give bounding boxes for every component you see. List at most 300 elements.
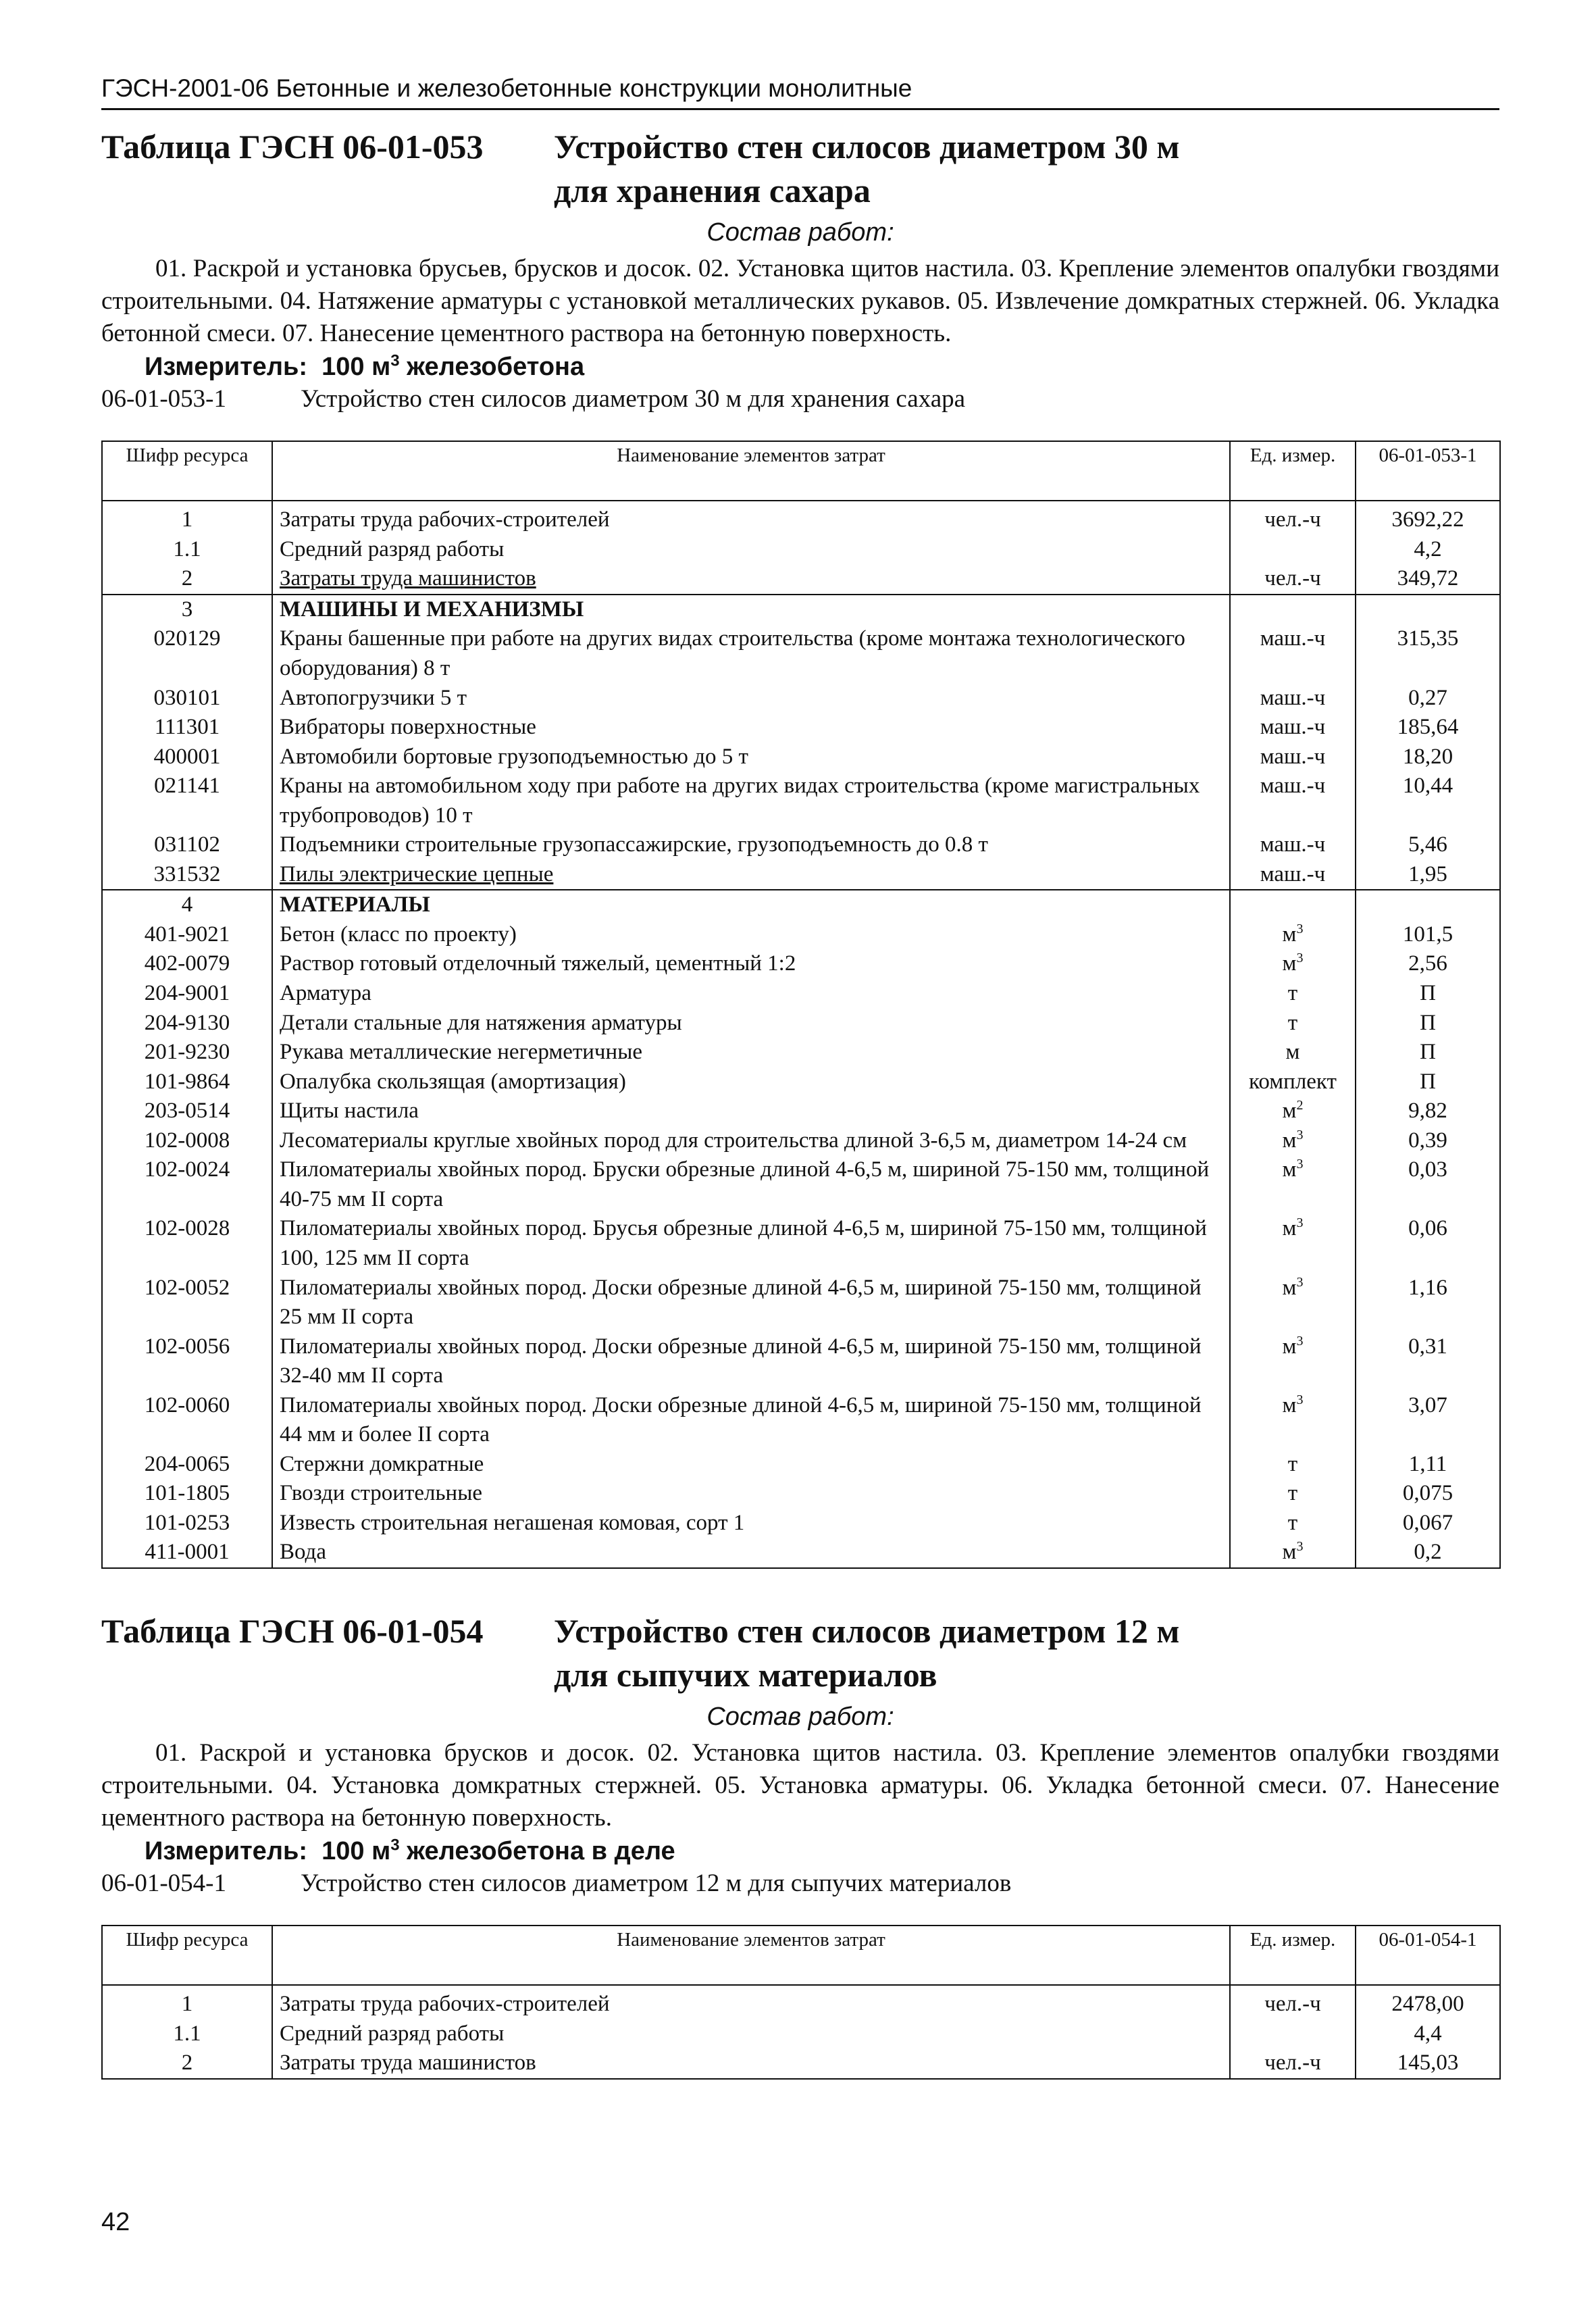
cell-code: [102, 684, 272, 713]
table-code: Таблица ГЭСН 06-01-054: [101, 1611, 484, 1650]
unit-exponent: 3: [1296, 1392, 1304, 1407]
table-section-2: [101, 1609, 1499, 2080]
cell-name-text: Лесоматериалы круглые хвойных пород для строительства длиной 3-6,5 м, диаметром 14-24 см: [280, 1128, 1187, 1153]
cell-name: [272, 564, 1230, 595]
cell-code: [102, 535, 272, 565]
cell-name: [272, 535, 1230, 565]
table-row: [102, 501, 1500, 535]
cell-unit-text: маш.-ч: [1260, 832, 1326, 857]
cell-unit-text: комплект: [1249, 1069, 1337, 1094]
cell-value: [1356, 1985, 1500, 2019]
cell-value-text: П: [1420, 1010, 1436, 1035]
cell-code: [102, 860, 272, 890]
cell-value: [1356, 1274, 1500, 1332]
cell-value-text: 18,20: [1402, 744, 1453, 769]
cell-code-text: 1.1: [173, 536, 201, 561]
cell-name: [272, 1450, 1230, 1480]
table-header-row: [102, 441, 1500, 501]
cell-name: [272, 830, 1230, 860]
cell-value-text: 4,4: [1414, 2021, 1442, 2046]
cell-code-text: 030101: [153, 685, 221, 710]
cell-name-text: Детали стальные для натяжения арматуры: [280, 1010, 682, 1035]
cell-code: [102, 1509, 272, 1538]
cell-value: [1356, 1450, 1500, 1480]
table-row: [102, 595, 1500, 625]
cell-value-text: 0,06: [1408, 1216, 1447, 1241]
cell-name-text: Арматура: [280, 981, 371, 1006]
cell-code: [102, 1538, 272, 1568]
works-text: 01. Раскрой и установка брусьев, брусков и досок. 02. Установка щитов настила. 03. Крепление элементов опалубки гвоздями строительными. 04. Натяжение арматуры с установкой металлических рукавов. 05. Извлечение домкратных стержней. 06. Укладка бетонной смеси. 07. Нанесение цементного раствора на бетонную поверхность.: [101, 255, 1499, 348]
cell-value: [1356, 949, 1500, 979]
cell-value-text: П: [1420, 1069, 1436, 1094]
cell-code: [102, 1450, 272, 1480]
cell-value-text: 1,16: [1408, 1275, 1447, 1300]
cell-name-text: Раствор готовый отделочный тяжелый, цементный 1:2: [280, 951, 796, 976]
cell-name: [272, 860, 1230, 890]
table-row: [102, 1038, 1500, 1067]
measure-unit: железобетона в деле: [407, 1837, 675, 1866]
cell-value: [1356, 1126, 1500, 1156]
cell-name-text: Пиломатериалы хвойных пород. Брусья обрезные длиной 4-6,5 м, шириной 75-150 мм, толщиной 100, 125 мм II сорта: [280, 1216, 1207, 1270]
cell-value-text: 0,075: [1402, 1481, 1453, 1506]
table-row: [102, 1985, 1500, 2019]
cell-code-text: 031102: [154, 832, 220, 857]
table-row: [102, 1332, 1500, 1391]
norm-table: [101, 1925, 1501, 2080]
cell-value-text: 2,56: [1408, 951, 1447, 976]
cell-value-text: П: [1420, 981, 1436, 1006]
cell-code-text: 102-0056: [144, 1334, 230, 1359]
cell-name-text: Подъемники строительные грузопассажирские, грузоподъемность до 0.8 т: [280, 832, 988, 857]
unit-exponent: 3: [1296, 1215, 1304, 1231]
cell-unit-text: м: [1282, 951, 1297, 976]
cell-unit: [1230, 830, 1356, 860]
cell-value: [1356, 624, 1500, 683]
measure-label: Измеритель:: [145, 353, 307, 382]
cell-value: [1356, 1391, 1500, 1450]
cell-code: [102, 1097, 272, 1126]
cell-name: [272, 1985, 1230, 2019]
subtable-code: 06-01-053-1: [101, 385, 226, 413]
cell-value-text: 2478,00: [1391, 1992, 1464, 2017]
cell-unit: [1230, 743, 1356, 772]
cell-code-text: 204-0065: [144, 1451, 230, 1476]
cell-name-text: Пиломатериалы хвойных пород. Бруски обрезные длиной 4-6,5 м, шириной 75-150 мм, толщиной 40-75 мм II сорта: [280, 1157, 1210, 1211]
norm-table: [101, 441, 1501, 1569]
cell-unit: [1230, 564, 1356, 595]
table-row: [102, 1479, 1500, 1509]
cell-code: [102, 1038, 272, 1067]
cell-code: [102, 743, 272, 772]
cell-value: [1356, 713, 1500, 743]
cell-value-text: 0,067: [1402, 1510, 1453, 1535]
cell-value: [1356, 595, 1500, 625]
cell-unit-text: маш.-ч: [1260, 861, 1326, 886]
cell-name-text: Бетон (класс по проекту): [280, 922, 517, 947]
cell-code-text: 201-9230: [144, 1040, 230, 1065]
measure-unit: железобетона: [407, 353, 585, 382]
cell-name: [272, 1479, 1230, 1509]
cell-name: [272, 949, 1230, 979]
cell-unit-text: м: [1282, 1540, 1297, 1565]
cell-name: [272, 684, 1230, 713]
cell-unit: [1230, 1479, 1356, 1509]
cell-unit: [1230, 1274, 1356, 1332]
works-heading: Состав работ:: [706, 218, 894, 247]
table-row: [102, 1214, 1500, 1273]
cell-code: [102, 1009, 272, 1038]
cell-code-text: 101-9864: [144, 1069, 230, 1094]
cell-value-text: 315,35: [1397, 626, 1459, 651]
cell-name: [272, 1391, 1230, 1450]
cell-value: [1356, 2048, 1500, 2079]
cell-unit: [1230, 1538, 1356, 1568]
cell-code: [102, 501, 272, 535]
cell-unit-text: м: [1282, 1128, 1297, 1153]
table-name-line2: для хранения сахара: [554, 172, 871, 209]
table-title: [101, 125, 1499, 213]
cell-code-text: 411-0001: [145, 1540, 230, 1565]
cell-unit: [1230, 2019, 1356, 2049]
cell-value: [1356, 2019, 1500, 2049]
cell-name: [272, 890, 1230, 920]
cell-unit-text: м: [1285, 1040, 1300, 1065]
table-name-line1: Устройство стен силосов диаметром 30 м: [554, 128, 1180, 166]
cell-value: [1356, 501, 1500, 535]
cell-unit-text: маш.-ч: [1260, 685, 1326, 710]
cell-code-text: 402-0079: [144, 951, 230, 976]
cell-unit: [1230, 1126, 1356, 1156]
cell-name-text: Затраты труда машинистов: [280, 2051, 536, 2076]
cell-name: [272, 1038, 1230, 1067]
cell-code-text: 1: [181, 507, 193, 532]
cell-code: [102, 1155, 272, 1214]
cell-unit: [1230, 1214, 1356, 1273]
cell-name-text: Пиломатериалы хвойных пород. Доски обрезные длиной 4-6,5 м, шириной 75-150 мм, толщиной 32-40 мм II сорта: [280, 1334, 1202, 1388]
running-header: ГЭСН-2001-06 Бетонные и железобетонные конструкции монолитные: [101, 74, 1499, 110]
cell-code-text: 2: [181, 566, 193, 591]
subtable-name: Устройство стен силосов диаметром 30 м для хранения сахара: [301, 385, 966, 413]
unit-exponent: 3: [1296, 1274, 1304, 1290]
cell-name-text: Затраты труда машинистов: [280, 566, 536, 591]
header-code: Шифр ресурса: [102, 441, 272, 501]
measure-line: [145, 1837, 1499, 1866]
cell-value-text: 5,46: [1408, 832, 1447, 857]
table-row: [102, 535, 1500, 565]
cell-code: [102, 979, 272, 1009]
cell-name: [272, 1097, 1230, 1126]
unit-exponent: 3: [1296, 1539, 1304, 1555]
cell-code-text: 1: [181, 1992, 193, 2017]
cell-name-text: Затраты труда рабочих-строителей: [280, 507, 610, 532]
cell-code: [102, 1067, 272, 1097]
cell-code-text: 204-9001: [144, 981, 230, 1006]
table-row: [102, 1450, 1500, 1480]
cell-value: [1356, 535, 1500, 565]
cell-code-text: 331532: [153, 861, 221, 886]
cell-code-text: 101-1805: [144, 1481, 230, 1506]
cell-unit: [1230, 979, 1356, 1009]
table-code: Таблица ГЭСН 06-01-053: [101, 128, 484, 166]
cell-code: [102, 830, 272, 860]
cell-value: [1356, 743, 1500, 772]
cell-name-text: Автомобили бортовые грузоподъемностью до 5 т: [280, 744, 748, 769]
cell-code: [102, 1214, 272, 1273]
subtable-caption: [101, 384, 1499, 413]
table-header-row: [102, 1926, 1500, 1985]
cell-value: [1356, 979, 1500, 1009]
table-name: [554, 125, 1179, 213]
cell-value: [1356, 772, 1500, 830]
table-row: [102, 564, 1500, 595]
cell-code: [102, 2019, 272, 2049]
cell-name-text: Краны башенные при работе на других видах строительства (кроме монтажа технологического оборудования) 8 т: [280, 626, 1185, 681]
cell-value: [1356, 1479, 1500, 1509]
table-row: [102, 713, 1500, 743]
cell-value: [1356, 830, 1500, 860]
cell-name-text: Автопогрузчики 5 т: [280, 685, 467, 710]
cell-name-text: Краны на автомобильном ходу при работе на других видах строительства (кроме магистральных трубопроводов) 10 т: [280, 774, 1200, 828]
cell-unit: [1230, 1097, 1356, 1126]
cell-unit: [1230, 1985, 1356, 2019]
cell-unit: [1230, 535, 1356, 565]
cell-unit-text: маш.-ч: [1260, 744, 1326, 769]
cell-unit-text: чел.-ч: [1264, 2051, 1321, 2076]
cell-code-text: 1.1: [173, 2021, 201, 2046]
table-row: [102, 2048, 1500, 2079]
cell-unit-text: м: [1282, 1275, 1297, 1300]
measure-value: 100 м: [321, 353, 391, 382]
cell-code-text: 020129: [153, 626, 221, 651]
cell-unit-text: чел.-ч: [1264, 1992, 1321, 2017]
unit-exponent: 3: [1296, 921, 1304, 936]
cell-value: [1356, 1332, 1500, 1391]
cell-name-text: Средний разряд работы: [280, 2021, 505, 2046]
page: [101, 74, 1499, 2080]
cell-unit-text: м: [1282, 1157, 1297, 1182]
cell-name-text: Известь строительная негашеная комовая, сорт 1: [280, 1510, 745, 1535]
unit-exponent: 3: [1296, 951, 1304, 966]
cell-name: [272, 1155, 1230, 1214]
cell-unit: [1230, 1450, 1356, 1480]
cell-name: [272, 772, 1230, 830]
cell-name: [272, 595, 1230, 625]
table-name: [554, 1609, 1179, 1697]
table-section-1: [101, 125, 1499, 1569]
cell-name-text: Вибраторы поверхностные: [280, 715, 536, 740]
works-text: 01. Раскрой и установка брусков и досок. 02. Установка щитов настила. 03. Крепление элементов опалубки гвоздями строительными. 04. Установка домкратных стержней. 05. Установка арматуры. 06. Укладка бетонной смеси. 07. Нанесение цементного раствора на бетонную поверхность.: [101, 1738, 1499, 1832]
table-row: [102, 1391, 1500, 1450]
subtable-name: Устройство стен силосов диаметром 12 м для сыпучих материалов: [301, 1869, 1012, 1898]
cell-unit-text: маш.-ч: [1260, 715, 1326, 740]
cell-code: [102, 1985, 272, 2019]
cell-value-text: 1,11: [1408, 1451, 1447, 1476]
cell-value: [1356, 1097, 1500, 1126]
cell-code: [102, 624, 272, 683]
cell-unit: [1230, 2048, 1356, 2079]
cell-unit-text: м: [1282, 1099, 1297, 1124]
cell-unit-text: т: [1287, 1481, 1298, 1506]
cell-name: [272, 1274, 1230, 1332]
cell-name: [272, 624, 1230, 683]
cell-code-text: 401-9021: [144, 922, 230, 947]
table-row: [102, 1097, 1500, 1126]
cell-unit: [1230, 501, 1356, 535]
cell-name: [272, 920, 1230, 950]
measure-sup: 3: [390, 1836, 400, 1855]
cell-unit: [1230, 595, 1356, 625]
header-value: 06-01-054-1: [1356, 1926, 1500, 1985]
cell-value: [1356, 1038, 1500, 1067]
cell-name: [272, 2048, 1230, 2079]
cell-value-text: 9,82: [1408, 1099, 1447, 1124]
table-row: [102, 1155, 1500, 1214]
header-value: 06-01-053-1: [1356, 441, 1500, 501]
header-unit: Ед. измер.: [1230, 1926, 1356, 1985]
cell-code: [102, 595, 272, 625]
measure-label: Измеритель:: [145, 1837, 307, 1866]
cell-name-text: Пилы электрические цепные: [280, 861, 554, 886]
cell-unit-text: м: [1282, 1334, 1297, 1359]
cell-name-text: Затраты труда рабочих-строителей: [280, 1992, 610, 2017]
cell-code-text: 102-0024: [144, 1157, 230, 1182]
cell-name-text: Рукава металлические негерметичные: [280, 1040, 643, 1065]
cell-code-text: 4: [181, 892, 193, 917]
cell-code-text: 2: [181, 2051, 193, 2076]
cell-code-text: 102-0008: [144, 1128, 230, 1153]
cell-value-text: 4,2: [1414, 536, 1442, 561]
cell-value-text: 101,5: [1402, 922, 1453, 947]
unit-exponent: 2: [1296, 1098, 1304, 1113]
cell-code-text: 204-9130: [144, 1010, 230, 1035]
cell-unit: [1230, 920, 1356, 950]
cell-unit-text: т: [1287, 1010, 1298, 1035]
table-row: [102, 830, 1500, 860]
cell-value-text: 349,72: [1397, 566, 1459, 591]
cell-unit: [1230, 860, 1356, 890]
header-name: Наименование элементов затрат: [272, 441, 1230, 501]
table-row: [102, 1067, 1500, 1097]
cell-code-text: 102-0052: [144, 1275, 230, 1300]
cell-value: [1356, 1009, 1500, 1038]
cell-code-text: 111301: [154, 715, 220, 740]
works-heading: Состав работ:: [706, 1702, 894, 1731]
cell-code: [102, 1332, 272, 1391]
cell-code: [102, 713, 272, 743]
cell-unit-text: т: [1287, 981, 1298, 1006]
cell-value-text: 0,2: [1414, 1540, 1442, 1565]
cell-unit-text: маш.-ч: [1260, 774, 1326, 799]
table-row: [102, 1126, 1500, 1156]
table-row: [102, 684, 1500, 713]
cell-name-text: Опалубка скользящая (амортизация): [280, 1069, 626, 1094]
cell-value: [1356, 1509, 1500, 1538]
cell-code-text: 3: [181, 597, 193, 622]
cell-value-text: 0,27: [1408, 685, 1447, 710]
cell-code: [102, 890, 272, 920]
cell-code: [102, 564, 272, 595]
cell-name-text: Пиломатериалы хвойных пород. Доски обрезные длиной 4-6,5 м, шириной 75-150 мм, толщиной 25 мм II сорта: [280, 1275, 1202, 1330]
cell-unit-text: м: [1282, 922, 1297, 947]
measure-value: 100 м: [321, 1837, 391, 1866]
cell-unit: [1230, 949, 1356, 979]
cell-code: [102, 772, 272, 830]
cell-unit: [1230, 684, 1356, 713]
header-code: Шифр ресурса: [102, 1926, 272, 1985]
measure-line: [145, 353, 1499, 382]
cell-unit: [1230, 1391, 1356, 1450]
cell-value-text: 0,39: [1408, 1128, 1447, 1153]
cell-value: [1356, 860, 1500, 890]
table-row: [102, 949, 1500, 979]
cell-value: [1356, 684, 1500, 713]
cell-name: [272, 979, 1230, 1009]
cell-code: [102, 920, 272, 950]
cell-value-text: 3692,22: [1391, 507, 1464, 532]
cell-value: [1356, 564, 1500, 595]
cell-unit: [1230, 1038, 1356, 1067]
cell-value-text: 0,03: [1408, 1157, 1447, 1182]
cell-code: [102, 1126, 272, 1156]
page-number: 42: [101, 2208, 130, 2236]
cell-value-text: 3,07: [1408, 1392, 1447, 1417]
subtable-code: 06-01-054-1: [101, 1869, 226, 1898]
table-row: [102, 772, 1500, 830]
cell-name-text: Вода: [280, 1540, 326, 1565]
cell-unit: [1230, 1067, 1356, 1097]
cell-value-text: 10,44: [1402, 774, 1453, 799]
cell-name-text: Щиты настила: [280, 1099, 419, 1124]
cell-unit: [1230, 890, 1356, 920]
cell-value: [1356, 1538, 1500, 1568]
cell-unit: [1230, 624, 1356, 683]
cell-value: [1356, 1214, 1500, 1273]
cell-name: [272, 1126, 1230, 1156]
cell-name: [272, 1332, 1230, 1391]
cell-unit-text: м: [1282, 1392, 1297, 1417]
cell-unit: [1230, 1155, 1356, 1214]
table-row: [102, 2019, 1500, 2049]
cell-name: [272, 713, 1230, 743]
table-row: [102, 890, 1500, 920]
cell-name-text: Гвозди строительные: [280, 1481, 483, 1506]
header-name: Наименование элементов затрат: [272, 1926, 1230, 1985]
cell-unit-text: чел.-ч: [1264, 507, 1321, 532]
cell-value-text: 145,03: [1397, 2051, 1459, 2076]
cell-value-text: 0,31: [1408, 1334, 1447, 1359]
cell-name: [272, 1067, 1230, 1097]
cell-unit-text: чел.-ч: [1264, 566, 1321, 591]
cell-value-text: 185,64: [1397, 715, 1459, 740]
cell-value: [1356, 1067, 1500, 1097]
cell-code-text: 021141: [154, 774, 220, 799]
cell-name-text: МАТЕРИАЛЫ: [280, 892, 430, 917]
cell-name: [272, 501, 1230, 535]
cell-unit-text: маш.-ч: [1260, 626, 1326, 651]
measure-sup: 3: [390, 351, 400, 370]
cell-value-text: П: [1420, 1040, 1436, 1065]
table-row: [102, 1538, 1500, 1568]
cell-name-text: Средний разряд работы: [280, 536, 505, 561]
cell-value: [1356, 890, 1500, 920]
cell-name: [272, 1509, 1230, 1538]
cell-code-text: 101-0253: [144, 1510, 230, 1535]
cell-name-text: Пиломатериалы хвойных пород. Доски обрезные длиной 4-6,5 м, шириной 75-150 мм, толщиной 44 мм и более II сорта: [280, 1392, 1202, 1447]
cell-code: [102, 1391, 272, 1450]
subtable-caption: [101, 1869, 1499, 1898]
cell-unit: [1230, 1332, 1356, 1391]
table-row: [102, 1274, 1500, 1332]
